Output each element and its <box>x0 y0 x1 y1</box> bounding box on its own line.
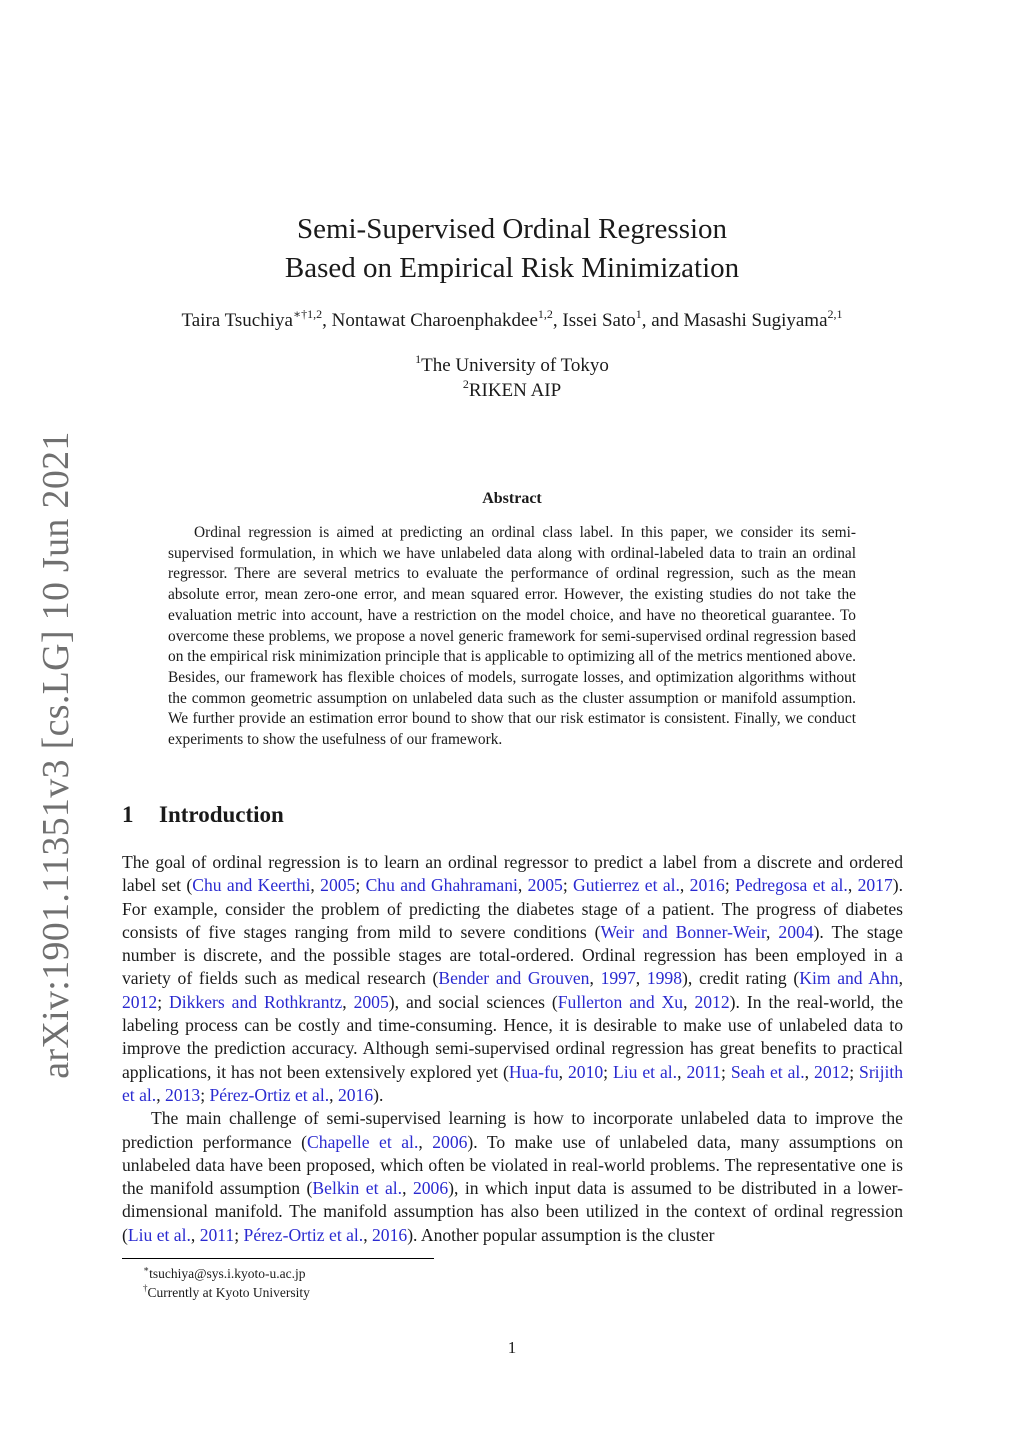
citation-link[interactable]: 2017 <box>857 875 893 896</box>
text-run: ; <box>603 1061 613 1082</box>
citation-link[interactable]: 2011 <box>686 1061 721 1082</box>
arxiv-identifier: arXiv:1901.11351v3 [cs.LG] 10 Jun 2021 <box>35 431 77 1079</box>
citation-link[interactable]: 1997 <box>600 968 636 989</box>
citation-link[interactable]: Srijith et al. <box>122 1061 904 1105</box>
author-name: , Nontawat Charoenphakdee <box>322 310 538 331</box>
citation-link[interactable]: 1998 <box>646 968 683 989</box>
text-run: ), credit rating ( <box>682 968 800 989</box>
affiliation-list <box>0 353 1024 403</box>
citation-link[interactable]: Chu and Ghahramani <box>365 875 518 896</box>
citation-link[interactable]: 2006 <box>432 1131 468 1152</box>
citation-link[interactable]: Fullerton and Xu <box>557 991 684 1012</box>
section-title: Introduction <box>159 802 284 827</box>
citation-link[interactable]: Pérez-Ortiz et al. <box>243 1224 364 1245</box>
citation-link[interactable]: Seah et al. <box>730 1061 805 1082</box>
author-affil-marker: 2,1 <box>827 307 843 321</box>
text-run: ; <box>355 875 366 896</box>
section-heading <box>122 802 284 828</box>
author-name: , Issei Sato <box>552 310 636 331</box>
citation-link[interactable]: Hua-fu <box>508 1061 559 1082</box>
text-run: , <box>363 1224 372 1245</box>
paragraph <box>122 851 903 1107</box>
text-run: , <box>677 1061 687 1082</box>
citation-link[interactable]: 2012 <box>814 1061 850 1082</box>
text-run: , <box>190 1224 200 1245</box>
text-run: , <box>558 1061 568 1082</box>
author-name: Taira Tsuchiya <box>181 310 293 331</box>
text-run: , <box>635 968 647 989</box>
text-run: ). The stage number is discrete, and the possible stages are total-ordered. Ordinal regression has been employed in a variety of fields such as medical research ( <box>122 921 903 989</box>
citation-link[interactable]: Weir and Bonner-Weir <box>600 921 766 942</box>
text-run: ; <box>200 1084 210 1105</box>
text-run: ). For example, consider the problem of predicting the diabetes stage of a patient. The progress of diabetes consists of five stages ranging from mild to severe conditions ( <box>122 875 904 942</box>
citation-link[interactable]: 2005 <box>320 875 356 896</box>
affiliation <box>0 353 1024 378</box>
text-run: , <box>766 921 779 942</box>
text-run: ; <box>720 1061 731 1082</box>
citation-link[interactable]: 2012 <box>694 991 730 1012</box>
citation-link[interactable]: 2016 <box>689 875 725 896</box>
footnote-text: tsuchiya@sys.i.kyoto-u.ac.jp <box>149 1266 306 1281</box>
arxiv-sidebar <box>35 431 77 1079</box>
citation-link[interactable]: 2005 <box>527 875 563 896</box>
citation-link[interactable]: 2010 <box>567 1061 604 1082</box>
text-run: , <box>329 1084 338 1105</box>
text-run: ). Another popular assumption is the cluster <box>407 1224 715 1245</box>
text-run: The goal of ordinal regression is to learn an ordinal regressor to predict a label from a discrete and ordered label set ( <box>122 852 903 896</box>
citation-link[interactable]: 2016 <box>337 1084 374 1105</box>
citation-link[interactable]: Pedregosa et al. <box>735 875 848 896</box>
affiliation <box>0 378 1024 403</box>
citation-link[interactable]: Gutierrez et al. <box>573 875 680 896</box>
text-run: , <box>589 968 601 989</box>
text-run: ), in which input data is assumed to be distributed in a lower-dimensional manifold. The manifold assumption has also been utilized in the context of ordinal regression ( <box>122 1178 904 1245</box>
text-run: The main challenge of semi-supervised learning is how to incorporate unlabeled data to improve the prediction performance ( <box>122 1108 903 1152</box>
text-run: ; <box>157 991 170 1012</box>
text-run: ; <box>562 875 574 896</box>
citation-link[interactable]: Liu et al. <box>127 1224 191 1245</box>
text-run: , <box>517 875 528 896</box>
footnote-divider <box>122 1258 434 1259</box>
citation-link[interactable]: 2006 <box>412 1178 449 1199</box>
title-line-1: Semi-Supervised Ordinal Regression <box>296 213 728 245</box>
text-run: , <box>402 1178 413 1199</box>
citation-link[interactable]: 2011 <box>199 1224 235 1245</box>
footnote <box>143 1283 310 1302</box>
citation-link[interactable]: Liu et al. <box>613 1061 678 1082</box>
text-run: , <box>418 1131 433 1152</box>
citation-link[interactable]: Belkin et al. <box>312 1178 403 1199</box>
title-line-2: Based on Empirical Risk Minimization <box>284 252 740 284</box>
text-run: ). <box>373 1084 384 1105</box>
text-run: , <box>310 875 321 896</box>
citation-link[interactable]: 2012 <box>122 991 158 1012</box>
paragraph <box>122 1107 903 1247</box>
text-run: ), and social sciences ( <box>388 991 558 1012</box>
text-run: , <box>683 991 695 1012</box>
citation-link[interactable]: Bender and Grouven <box>438 968 590 989</box>
citation-link[interactable]: Dikkers and Rothkrantz <box>169 991 343 1012</box>
text-run: ). In the real-world, the labeling process can be costly and time-consuming. Hence, it is desirable to make use of unlabeled data to improve the prediction accuracy. Although semi-supervised ordinal regression has great benefits to practical applications, it has not been extensively explored yet ( <box>122 991 904 1082</box>
citation-link[interactable]: Kim and Ahn <box>799 968 899 989</box>
text-run: ). To make use of unlabeled data, many assumptions on unlabeled data have been proposed, which often be violated in real-world problems. The representative one is the manifold assumption ( <box>122 1131 904 1199</box>
text-run: , <box>342 991 354 1012</box>
text-run: ; <box>849 1061 860 1082</box>
citation-link[interactable]: 2004 <box>778 921 814 942</box>
text-run: , <box>847 875 858 896</box>
affiliation-name: RIKEN AIP <box>468 380 562 401</box>
citation-link[interactable]: Chu and Keerthi <box>192 875 311 896</box>
author-name: , and Masashi Sugiyama <box>641 310 828 331</box>
abstract-text: Ordinal regression is aimed at predicting an ordinal class label. In this paper, we consider its semi-supervised formulation, in which we have unlabeled data along with ordinal-labeled data to train an ordinal regressor. There are several metrics to evaluate the performance of ordinal regression, such as the mean absolute error, mean zero-one error, and mean squared error. However, the existing studies do not take the evaluation metric into account, have a restriction on the model choice, and have no theoretical guarantee. To overcome these problems, we propose a novel generic framework for semi-supervised ordinal regression based on the empirical risk minimization principle that is applicable to optimizing all of the metrics mentioned above. Besides, our framework has flexible choices of models, surrogate losses, and optimization algorithms without the common geometric assumption on unlabeled data such as the cluster assumption or manifold assumption. We further provide an estimation error bound to show that our risk estimator is consistent. Finally, we conduct experiments to show the usefulness of our framework. <box>168 524 856 749</box>
text-run: ; <box>724 875 736 896</box>
affiliation-marker: 1 <box>415 352 422 366</box>
footnote-marker: ∗ <box>143 1264 150 1274</box>
paper-title <box>0 210 1024 288</box>
page-number: 1 <box>507 1338 517 1357</box>
citation-link[interactable]: Chapelle et al. <box>307 1131 419 1152</box>
affiliation-name: The University of Tokyo <box>421 355 609 376</box>
author-affil-marker: 1 <box>635 307 642 321</box>
footnote-marker: † <box>143 1283 148 1293</box>
footnote-list <box>143 1264 310 1302</box>
author-affil-marker: 1,2 <box>537 307 553 321</box>
abstract-heading: Abstract <box>482 490 542 507</box>
introduction-body <box>122 851 903 1247</box>
citation-link[interactable]: 2016 <box>372 1224 408 1245</box>
author-affil-marker: ∗†1,2 <box>292 307 323 321</box>
citation-link[interactable]: 2005 <box>353 991 389 1012</box>
author-list <box>0 307 1024 332</box>
footnote <box>143 1264 310 1283</box>
citation-link[interactable]: 2013 <box>165 1084 201 1105</box>
text-run: , <box>156 1084 165 1105</box>
text-run: , <box>804 1061 815 1082</box>
text-run: ; <box>234 1224 244 1245</box>
text-run: , <box>679 875 690 896</box>
footnote-text: Currently at Kyoto University <box>147 1285 310 1300</box>
text-run: , <box>898 968 904 989</box>
affiliation-marker: 2 <box>462 377 469 391</box>
section-number: 1 <box>122 802 134 827</box>
citation-link[interactable]: Pérez-Ortiz et al. <box>209 1084 330 1105</box>
